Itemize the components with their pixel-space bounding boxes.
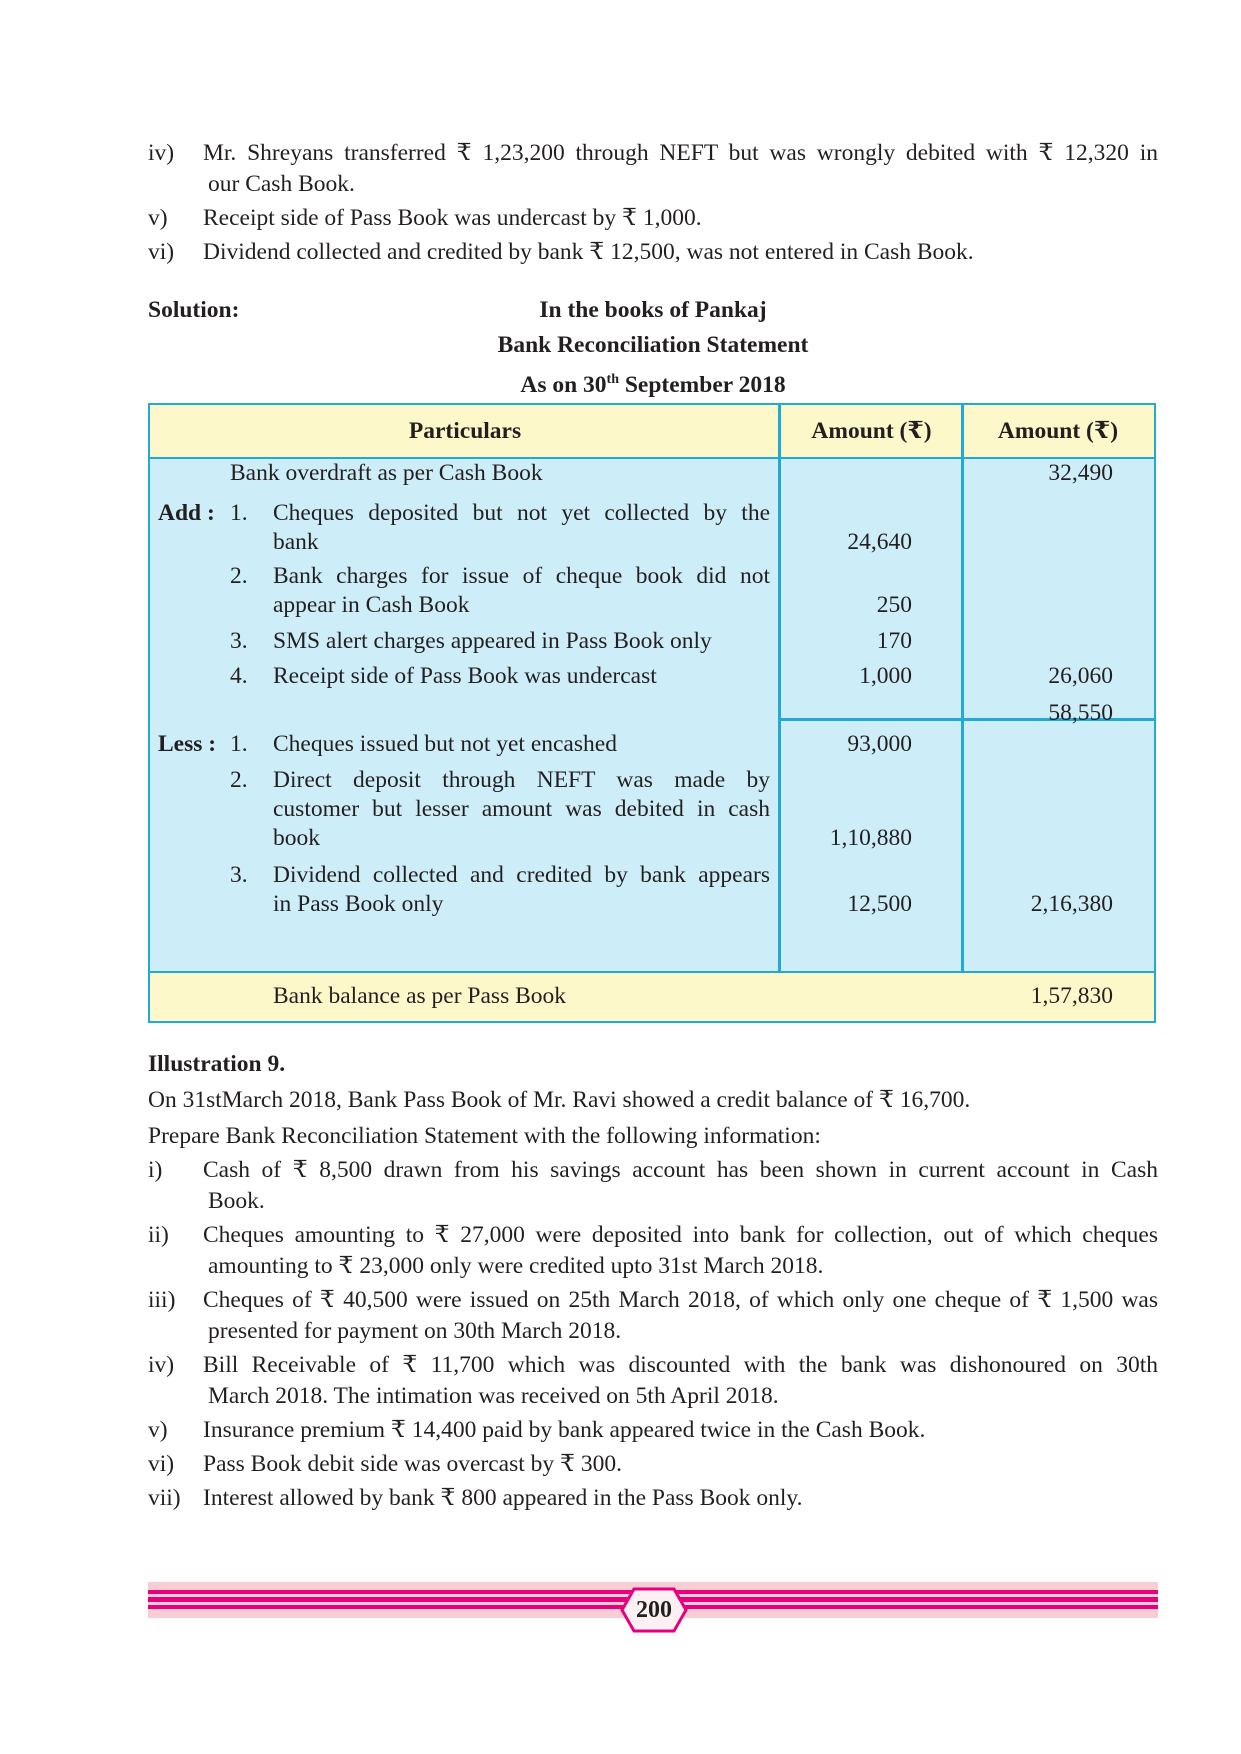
- add-item-number: 4.: [230, 663, 248, 689]
- item-number: iii): [148, 1287, 176, 1313]
- less-item-text: book: [273, 825, 320, 851]
- closing-balance-label: Bank balance as per Pass Book: [273, 983, 567, 1009]
- add-item-amount: 1,000: [859, 663, 912, 689]
- add-item-amount: 250: [876, 592, 912, 618]
- item-text: amounting to ₹ 23,000 only were credited upto 31st March 2018.: [208, 1253, 824, 1279]
- column-header-amount: Amount (₹): [811, 418, 932, 444]
- add-label: Add :: [158, 500, 215, 526]
- list-item: [148, 1220, 1158, 1282]
- illustration-intro: On 31stMarch 2018, Bank Pass Book of Mr. Ravi showed a credit balance of ₹ 16,700.: [148, 1087, 971, 1113]
- item-number: iv): [148, 140, 175, 166]
- add-item-text: SMS alert charges appeared in Pass Book only: [273, 628, 712, 654]
- list-item: [148, 1155, 1158, 1217]
- list-item: [148, 1350, 1158, 1412]
- less-item-text: Direct deposit through NEFT was made by: [273, 767, 770, 793]
- list-item: [148, 1483, 1158, 1514]
- statement-title: Bank Reconciliation Statement: [497, 332, 809, 358]
- list-item: [148, 1415, 1158, 1446]
- solution-label: Solution:: [148, 297, 240, 323]
- add-item-text: bank: [273, 529, 319, 555]
- less-item-text: Dividend collected and credited by bank appears: [273, 862, 770, 888]
- less-item-text: in Pass Book only: [273, 891, 444, 917]
- item-text: Dividend collected and credited by bank ₹ 12,500, was not entered in Cash Book.: [203, 239, 974, 265]
- list-item: [148, 138, 1158, 200]
- less-item-amount: 12,500: [847, 891, 912, 917]
- item-number: vii): [148, 1485, 181, 1511]
- add-item-text: Cheques deposited but not yet collected by the: [273, 500, 770, 526]
- less-item-amount: 93,000: [847, 731, 912, 757]
- column-header-amount-total: Amount (₹): [997, 418, 1119, 444]
- add-item-text: Bank charges for issue of cheque book did not: [273, 563, 770, 589]
- item-number: v): [148, 205, 168, 231]
- page-number-badge: [620, 1587, 688, 1633]
- item-text: presented for payment on 30th March 2018.: [208, 1318, 622, 1344]
- reconciliation-table: [148, 403, 1156, 1023]
- column-divider: [778, 405, 781, 1021]
- less-item-text: customer but lesser amount was debited in cash: [273, 796, 770, 822]
- list-item: [148, 203, 1158, 234]
- item-text: Cheques amounting to ₹ 27,000 were deposited into bank for collection, out of which cheques: [203, 1222, 1158, 1248]
- add-item-amount: 170: [876, 628, 912, 654]
- illustration-title: Illustration 9.: [148, 1051, 286, 1077]
- less-item-text: Cheques issued but not yet encashed: [273, 731, 617, 757]
- item-text: Interest allowed by bank ₹ 800 appeared in the Pass Book only.: [203, 1485, 803, 1511]
- statement-owner: In the books of Pankaj: [539, 297, 767, 323]
- add-item-number: 2.: [230, 563, 248, 589]
- item-number: i): [148, 1157, 163, 1183]
- closing-balance-amount: 1,57,830: [1030, 983, 1113, 1009]
- item-text: Pass Book debit side was overcast by ₹ 300.: [203, 1451, 622, 1477]
- list-item: [148, 1449, 1158, 1480]
- opening-balance-label: Bank overdraft as per Cash Book: [230, 460, 543, 486]
- item-number: vi): [148, 239, 175, 265]
- add-item-number: 3.: [230, 628, 248, 654]
- item-text: our Cash Book.: [208, 171, 355, 197]
- item-text: Cash of ₹ 8,500 drawn from his savings account has been shown in current account in Cash: [203, 1157, 1158, 1183]
- add-item-amount: 24,640: [847, 529, 912, 555]
- less-label: Less :: [158, 731, 217, 757]
- list-item: [148, 1285, 1158, 1347]
- item-number: vi): [148, 1451, 175, 1477]
- item-text: Book.: [208, 1188, 265, 1214]
- item-text: Cheques of ₹ 40,500 were issued on 25th March 2018, of which only one cheque of ₹ 1,500 was: [203, 1287, 1158, 1313]
- illustration-instruction: Prepare Bank Reconciliation Statement with the following information:: [148, 1123, 821, 1149]
- add-item-text: appear in Cash Book: [273, 592, 470, 618]
- subtotal-amount: 58,550: [1048, 700, 1113, 726]
- opening-balance-amount: 32,490: [1048, 460, 1113, 486]
- add-item-text: Receipt side of Pass Book was undercast: [273, 663, 657, 689]
- column-header-particulars: Particulars: [408, 418, 522, 444]
- item-text: Mr. Shreyans transferred ₹ 1,23,200 through NEFT but was wrongly debited with ₹ 12,320 in: [203, 140, 1158, 166]
- item-text: Receipt side of Pass Book was undercast by ₹ 1,000.: [203, 205, 702, 231]
- statement-date: As on 30th September 2018: [520, 371, 786, 398]
- table-header-row: [150, 405, 1154, 459]
- item-number: iv): [148, 1352, 175, 1378]
- item-text: March 2018. The intimation was received on 5th April 2018.: [208, 1383, 779, 1409]
- less-item-amount: 1,10,880: [829, 825, 912, 851]
- table-footer-row: [150, 971, 1154, 1021]
- less-total-amount: 2,16,380: [1030, 891, 1113, 917]
- item-number: v): [148, 1417, 168, 1443]
- less-item-number: 3.: [230, 862, 248, 888]
- add-total-amount: 26,060: [1048, 663, 1113, 689]
- add-item-number: 1.: [230, 500, 248, 526]
- list-item: [148, 237, 1158, 268]
- less-item-number: 1.: [230, 731, 248, 757]
- less-item-number: 2.: [230, 767, 248, 793]
- item-text: Insurance premium ₹ 14,400 paid by bank appeared twice in the Cash Book.: [203, 1417, 926, 1443]
- item-number: ii): [148, 1222, 169, 1248]
- page-number: 200: [636, 1597, 672, 1623]
- item-text: Bill Receivable of ₹ 11,700 which was discounted with the bank was dishonoured on 30th: [203, 1352, 1158, 1378]
